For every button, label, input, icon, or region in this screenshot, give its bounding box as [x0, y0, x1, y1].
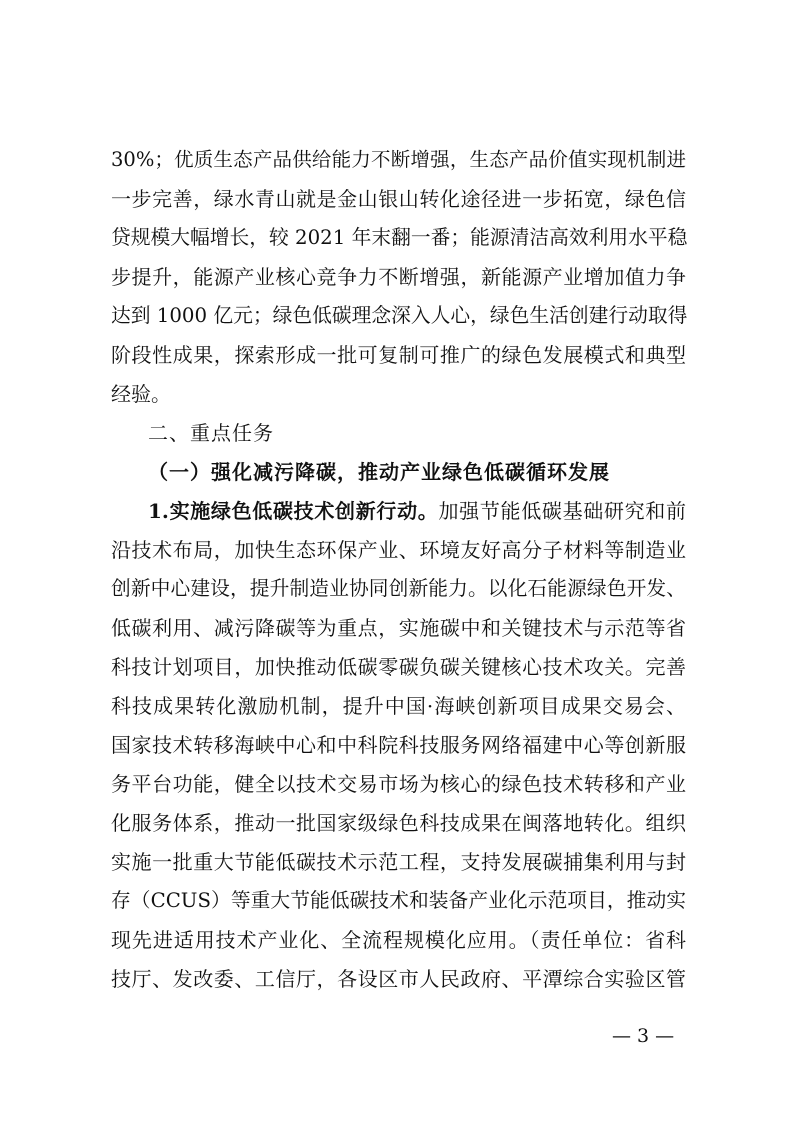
paragraph-line: 沿技术布局，加快生态环保产业、环境友好高分子材料等制造业 — [111, 538, 686, 562]
paragraph-line: 达到 1000 亿元；绿色低碳理念深入人心，绿色生活创建行动取得 — [111, 304, 688, 327]
task-title: 1.实施绿色低碳技术创新行动。 — [148, 499, 439, 523]
paragraph-line: 30%；优质生态产品供给能力不断增强，生态产品价值实现机制进 — [111, 148, 686, 171]
task-text: 加强节能低碳基础研究和前 — [438, 499, 686, 523]
paragraph-line: 贷规模大幅增长，较 2021 年末翻一番；能源清洁高效利用水平稳 — [111, 226, 688, 249]
paragraph-line: 技厅、发改委、工信厅，各设区市人民政府、平潭综合实验区管 — [111, 967, 686, 991]
subsection-heading: （一）强化减污降碳，推动产业绿色低碳循环发展 — [148, 460, 610, 484]
paragraph-line: 低碳利用、减污降碳等为重点，实施碳中和关键技术与示范等省 — [111, 616, 686, 640]
paragraph-line: 现先进适用技术产业化、全流程规模化应用。（责任单位：省科 — [111, 928, 686, 952]
paragraph-line: 务平台功能，健全以技术交易市场为核心的绿色技术转移和产业 — [111, 772, 686, 796]
page-number: — 3 — — [612, 1025, 675, 1047]
paragraph-line: 经验。 — [111, 382, 171, 406]
paragraph-line: 化服务体系，推动一批国家级绿色科技成果在闽落地转化。组织 — [111, 811, 686, 835]
paragraph-first-line — [148, 498, 686, 524]
paragraph-line: 阶段性成果，探索形成一批可复制可推广的绿色发展模式和典型 — [111, 343, 686, 367]
paragraph-line: 科技计划项目，加快推动低碳零碳负碳关键核心技术攻关。完善 — [111, 655, 686, 679]
paragraph-line: 创新中心建设，提升制造业协同创新能力。以化石能源绿色开发、 — [111, 577, 686, 600]
paragraph-line: 存（CCUS）等重大节能低碳技术和装备产业化示范项目，推动实 — [111, 889, 686, 912]
paragraph-line: 科技成果转化激励机制，提升中国·海峡创新项目成果交易会、 — [111, 694, 686, 718]
paragraph-line: 国家技术转移海峡中心和中科院科技服务网络福建中心等创新服 — [111, 733, 686, 757]
paragraph-line: 一步完善，绿水青山就是金山银山转化途径进一步拓宽，绿色信 — [111, 187, 686, 211]
section-heading: 二、重点任务 — [148, 421, 274, 445]
paragraph-line: 步提升，能源产业核心竞争力不断增强，新能源产业增加值力争 — [111, 265, 686, 289]
paragraph-line: 实施一批重大节能低碳技术示范工程，支持发展碳捕集利用与封 — [111, 850, 686, 874]
